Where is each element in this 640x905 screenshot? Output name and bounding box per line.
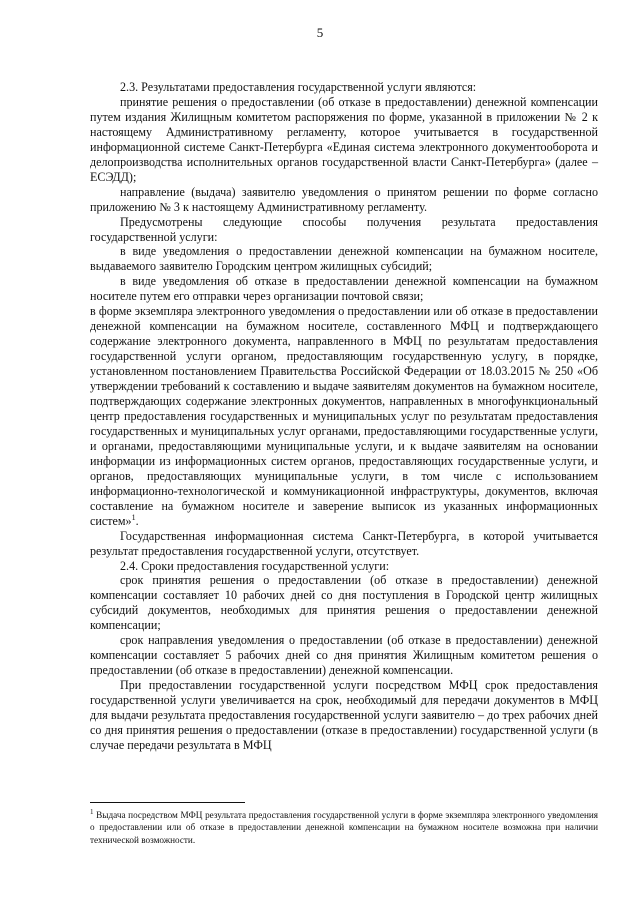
footnote	[90, 809, 598, 846]
footnote-ref: 1	[131, 512, 136, 522]
paragraph: 2.3. Результатами предоставления государственной услуги являются:	[120, 80, 477, 94]
paragraph: 2.4. Сроки предоставления государственной услуги:	[120, 558, 390, 573]
document-body	[90, 80, 598, 753]
footnote-text: Выдача посредством МФЦ результата предоставления государственной услуги в форме экземпляра электронного уведомления о предоставлении или об отказе в предоставлении денежной компенсации на бумажном носителе возможна при наличии технической возможности.	[90, 810, 599, 845]
paragraph: Государственная информационная система Санкт-Петербурга, в которой учитывается результат предоставления государственной услуги, отсутствует.	[90, 528, 598, 558]
page-number: 5	[316, 25, 324, 40]
paragraph: При предоставлении государственной услуги посредством МФЦ срок предоставления государственной услуги увеличивается на срок, необходимый для передачи документов в МФЦ для выдачи результата предоставления государственной услуги заявителю – до трех рабочих дней со дня принятия решения о предоставлении (отказе в предоставлении) государственной услуги (в случае передачи результата в МФЦ	[90, 678, 598, 752]
paragraph: в виде уведомления о предоставлении денежной компенсации на бумажном носителе, выдаваемого заявителю Городским центром жилищных субсидий;	[90, 244, 598, 274]
paragraph: срок принятия решения о предоставлении (об отказе в предоставлении) денежной компенсации составляет 10 рабочих дней со дня поступления в Городской центр жилищных субсидий документов, необходимых для принятия решения о предоставлении денежной компенсации;	[90, 573, 598, 633]
footnote-separator	[90, 802, 245, 803]
paragraph: срок направления уведомления о предоставлении (об отказе в предоставлении) денежной компенсации составляет 5 рабочих дней со дня принятия Жилищным комитетом решения о предоставлении (об отказе в предоставлении) денежной компенсации.	[90, 633, 598, 678]
paragraph-end: .	[135, 513, 139, 528]
paragraph: в виде уведомления об отказе в предоставлении денежной компенсации на бумажном носителе путем его отправки через организации почтовой связи;	[90, 274, 598, 304]
footnote-marker: 1	[90, 807, 94, 816]
paragraph-text: в форме экземпляра электронного уведомления о предоставлении или об отказе в предоставлении денежной компенсации на бумажном носителе, составленного МФЦ и подтверждающего содержание электронного документа, направленного в МФЦ по результатам предоставления государственной услуги органом, предоставляющим государственную услугу, в порядке, установленном постановлением Правительства Российской Федерации от 18.03.2015 № 250 «Об утверждении требований к составлению и выдаче заявителям документов на бумажном носителе, подтверждающих содержание электронных документов, направленных в многофункциональный центр предоставления государственных и муниципальных услуг по результатам предоставления государственных и муниципальных услуг органами, предоставляющими государственные услуги, и органами, предоставляющими муниципальные услуги, и к выдаче заявителям на основании информации из информационных систем органов, предоставляющих государственные услуги, и органов, предоставляющих муниципальные услуги, в том числе с использованием информационно-технологической и коммуникационной инфраструктуры, документов, включая составление на бумажном носителе и заверение выписок из указанных информационных систем»	[90, 304, 598, 528]
paragraph: Предусмотрены следующие способы получения результата предоставления государственной услуги:	[90, 214, 598, 244]
paragraph	[90, 304, 598, 528]
paragraph: принятие решения о предоставлении (об отказе в предоставлении) денежной компенсации путем издания Жилищным комитетом распоряжения по форме, указанной в приложении № 2 к настоящему Административному регламенту, которое учитывается в государственной информационной системе Санкт-Петербурга «Единая система электронного документооборота и делопроизводства исполнительных органов государственной власти Санкт-Петербурга» (далее – ЕСЭДД);	[90, 94, 598, 184]
paragraph: направление (выдача) заявителю уведомления о принятом решении по форме согласно приложению № 3 к настоящему Административному регламенту.	[90, 184, 598, 214]
